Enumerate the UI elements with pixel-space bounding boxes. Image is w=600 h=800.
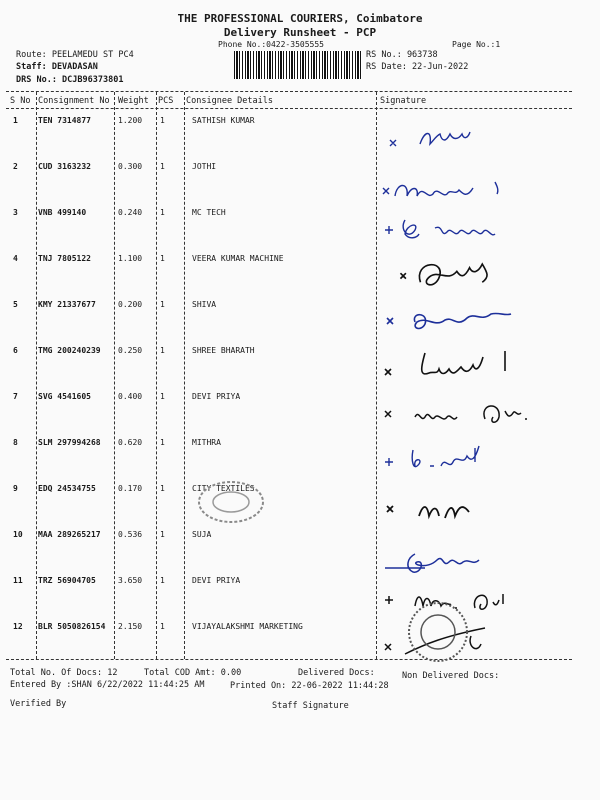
page-number: Page No.:1 <box>452 40 501 49</box>
cell-pcs: 1 <box>160 346 165 355</box>
rubber-stamp <box>196 480 266 524</box>
staff: Staff: DEVADASAN <box>16 62 98 72</box>
drs-number: DRS No.: DCJB96373801 <box>16 75 124 85</box>
cell-consignee: SHREE BHARATH <box>192 346 255 355</box>
cell-sno: 12 <box>13 622 23 631</box>
signature-image <box>375 490 575 530</box>
table-header-rule <box>6 108 572 109</box>
cell-sno: 6 <box>13 346 18 355</box>
verified-by: Verified By <box>10 699 67 709</box>
cell-consignee: VIJAYALAKSHMI MARKETING <box>192 622 303 631</box>
cell-consignment: SLM 297994268 <box>38 438 101 447</box>
cell-consignment: TEN 7314877 <box>38 116 91 125</box>
cell-pcs: 1 <box>160 116 165 125</box>
cell-consignment: BLR 5050826154 <box>38 622 106 631</box>
cell-pcs: 1 <box>160 162 165 171</box>
cell-pcs: 1 <box>160 208 165 217</box>
cell-consignee: SATHISH KUMAR <box>192 116 255 125</box>
cell-weight: 1.100 <box>118 254 143 263</box>
cell-sno: 11 <box>13 576 23 585</box>
document-subtitle: Delivery Runsheet - PCP <box>223 26 377 39</box>
cell-pcs: 1 <box>160 576 165 585</box>
table-top-rule <box>6 91 572 92</box>
cell-weight: 0.240 <box>118 208 143 217</box>
cell-pcs: 1 <box>160 300 165 309</box>
cell-consignment: VNB 499140 <box>38 208 87 217</box>
signature-image <box>375 168 575 208</box>
cell-consignee: MC TECH <box>192 208 226 217</box>
cell-consignment: SVG 4541605 <box>38 392 91 401</box>
cell-sno: 10 <box>13 530 23 539</box>
signature-image <box>375 300 575 340</box>
cell-sno: 5 <box>13 300 18 309</box>
column-divider <box>36 92 37 659</box>
barcode <box>234 51 362 79</box>
cell-sno: 9 <box>13 484 18 493</box>
rubber-stamp <box>406 600 470 664</box>
total-cod: Total COD Amt: 0.00 <box>144 668 242 678</box>
cell-consignee: JOTHI <box>192 162 217 171</box>
staff-signature: Staff Signature <box>272 701 349 711</box>
cell-sno: 1 <box>13 116 18 125</box>
cell-consignment: TMG 200240239 <box>38 346 101 355</box>
printed-on: Printed On: 22-06-2022 11:44:28 <box>230 681 389 691</box>
cell-weight: 1.200 <box>118 116 143 125</box>
cell-weight: 0.170 <box>118 484 143 493</box>
cell-sno: 4 <box>13 254 18 263</box>
cell-sno: 8 <box>13 438 18 447</box>
cell-consignment: MAA 289265217 <box>38 530 101 539</box>
header-consignment: Consignment No <box>38 96 110 106</box>
header-pcs: PCS <box>158 96 174 106</box>
cell-consignee: VEERA KUMAR MACHINE <box>192 254 284 263</box>
signature-image <box>375 624 575 664</box>
phone-number: Phone No.:0422-3505555 <box>218 40 324 49</box>
header-sno: S No <box>10 96 31 106</box>
cell-consignment: KMY 21337677 <box>38 300 96 309</box>
rs-number: RS No.: 963738 <box>366 50 438 60</box>
route: Route: PEELAMEDU ST PC4 <box>16 50 134 60</box>
cell-pcs: 1 <box>160 438 165 447</box>
cell-consignee: SUJA <box>192 530 212 539</box>
entered-by: Entered By :SHAN 6/22/2022 11:44:25 AM <box>10 680 205 690</box>
header-signature: Signature <box>380 96 427 106</box>
delivered-docs: Delivered Docs: <box>298 668 375 678</box>
cell-consignment: CUD 3163232 <box>38 162 91 171</box>
signature-image <box>375 122 575 162</box>
signature-image <box>375 210 575 250</box>
rs-date: RS Date: 22-Jun-2022 <box>366 62 469 72</box>
cell-sno: 2 <box>13 162 18 171</box>
cell-weight: 0.400 <box>118 392 143 401</box>
cell-sno: 3 <box>13 208 18 217</box>
cell-consignee: DEVI PRIYA <box>192 576 241 585</box>
cell-consignee: SHIVA <box>192 300 217 309</box>
total-docs: Total No. Of Docs: 12 <box>10 668 118 678</box>
signature-image <box>375 580 575 620</box>
cell-weight: 0.536 <box>118 530 143 539</box>
cell-weight: 0.300 <box>118 162 143 171</box>
cell-weight: 0.200 <box>118 300 143 309</box>
non-delivered-docs: Non Delivered Docs: <box>402 671 500 681</box>
cell-consignee: DEVI PRIYA <box>192 392 241 401</box>
cell-pcs: 1 <box>160 484 165 493</box>
cell-consignment: TNJ 7805122 <box>38 254 91 263</box>
cell-sno: 7 <box>13 392 18 401</box>
cell-consignee: CITY TEXTILES <box>192 484 255 493</box>
cell-weight: 2.150 <box>118 622 143 631</box>
cell-pcs: 1 <box>160 530 165 539</box>
signature-image <box>375 255 575 299</box>
cell-weight: 0.250 <box>118 346 143 355</box>
signature-image <box>375 540 575 580</box>
cell-consignee: MITHRA <box>192 438 221 447</box>
cell-pcs: 1 <box>160 392 165 401</box>
cell-consignment: TRZ 56904705 <box>38 576 96 585</box>
cell-weight: 0.620 <box>118 438 143 447</box>
column-divider <box>114 92 115 659</box>
column-divider <box>156 92 157 659</box>
header-consignee: Consignee Details <box>186 96 273 106</box>
cell-weight: 3.650 <box>118 576 143 585</box>
cell-pcs: 1 <box>160 254 165 263</box>
signature-image <box>375 393 575 433</box>
company-title: THE PROFESSIONAL COURIERS, Coimbatore <box>177 12 423 25</box>
column-divider <box>184 92 185 659</box>
cell-consignment: EDQ 24534755 <box>38 484 96 493</box>
signature-image <box>375 440 575 480</box>
cell-pcs: 1 <box>160 622 165 631</box>
header-weight: Weight <box>118 96 149 106</box>
signature-image <box>375 345 575 385</box>
